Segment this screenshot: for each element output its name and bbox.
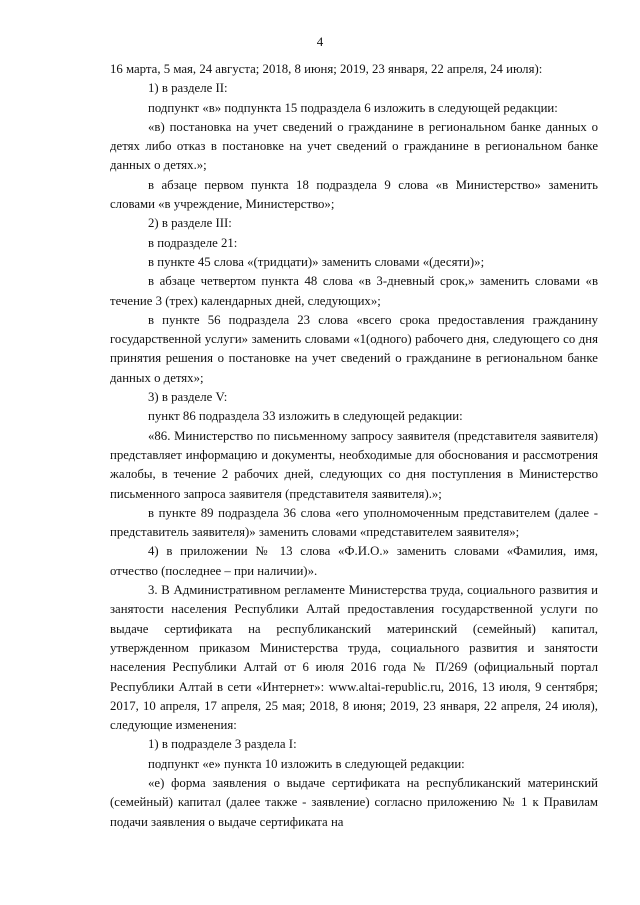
paragraph: в подразделе 21:: [148, 235, 238, 250]
paragraph: 3. В Административном регламенте Министерства труда, социального развития и занятости населения Республики Алтай предоставления государственной услуги по выдаче сертификата на республиканский материнский (семейный) капитал, утвержденном приказом Министерства труда, социального развития и занятости населения Республики Алтай от 6 июля 2016 года № П/269 (официальный портал Республики Алтай в сети «Интернет»: www.altai-republic.ru, 2016, 13 июля, 9 сентября; 2017, 10 апреля, 17 апреля, 25 мая; 2018, 8 июня; 2019, 23 января, 22 апреля, 24 июля), следующие изменения:: [110, 583, 598, 733]
paragraph: «86. Министерство по письменному запросу заявителя (представителя заявителя) представляет информацию и документы, необходимые для обоснования и рассмотрения жалобы, в течение 2 рабочих дней, следующих со дня поступления в Министерство письменного запроса заявителя (представителя заявителя).»;: [110, 428, 598, 501]
paragraph: «е) форма заявления о выдаче сертификата на республиканский материнский (семейный) капитал (далее также - заявление) согласно приложению № 1 к Правилам подачи заявления о выдаче сертификата на: [110, 775, 598, 829]
paragraph: в пункте 89 подраздела 36 слова «его уполномоченным представителем (далее - представитель заявителя)» заменить словами «представителем заявителя»;: [110, 505, 598, 540]
page-number: 4: [316, 34, 324, 49]
paragraph: в пункте 56 подраздела 23 слова «всего срока предоставления гражданину государственной услуги» заменить словами «1(одного) рабочего дня, следующего со дня принятия решения о постановке на учет сведений о гражданине в региональном банке данных о детях»;: [110, 312, 598, 385]
document-body: [110, 60, 598, 832]
paragraph: 4) в приложении № 13 слова «Ф.И.О.» заменить словами «Фамилия, имя, отчество (последнее – при наличии)».: [110, 544, 598, 578]
paragraph: «в) постановка на учет сведений о гражданине в региональном банке данных о детях либо отказ в постановке на учет сведений о гражданине в региональном банке данных о детях.»;: [110, 119, 598, 173]
paragraph: подпункт «в» подпункта 15 подраздела 6 изложить в следующей редакции:: [148, 100, 558, 115]
paragraph: 2) в разделе III:: [148, 216, 232, 231]
paragraph: 1) в разделе II:: [148, 81, 228, 96]
paragraph: 3) в разделе V:: [148, 390, 228, 405]
paragraph: 1) в подразделе 3 раздела I:: [148, 737, 297, 752]
paragraph: в абзаце четвертом пункта 48 слова «в 3-дневный срок,» заменить словами «в течение 3 (трех) календарных дней, следующих»;: [110, 274, 598, 308]
paragraph: пункт 86 подраздела 33 изложить в следующей редакции:: [148, 409, 463, 424]
paragraph: в абзаце первом пункта 18 подраздела 9 слова «в Министерство» заменить словами «в учреждение, Министерство»;: [110, 177, 598, 212]
paragraph: подпункт «е» пункта 10 изложить в следующей редакции:: [148, 756, 465, 771]
paragraph: 16 марта, 5 мая, 24 августа; 2018, 8 июня; 2019, 23 января, 22 апреля, 24 июля):: [110, 62, 543, 76]
paragraph: в пункте 45 слова «(тридцати)» заменить словами «(десяти)»;: [148, 254, 485, 269]
